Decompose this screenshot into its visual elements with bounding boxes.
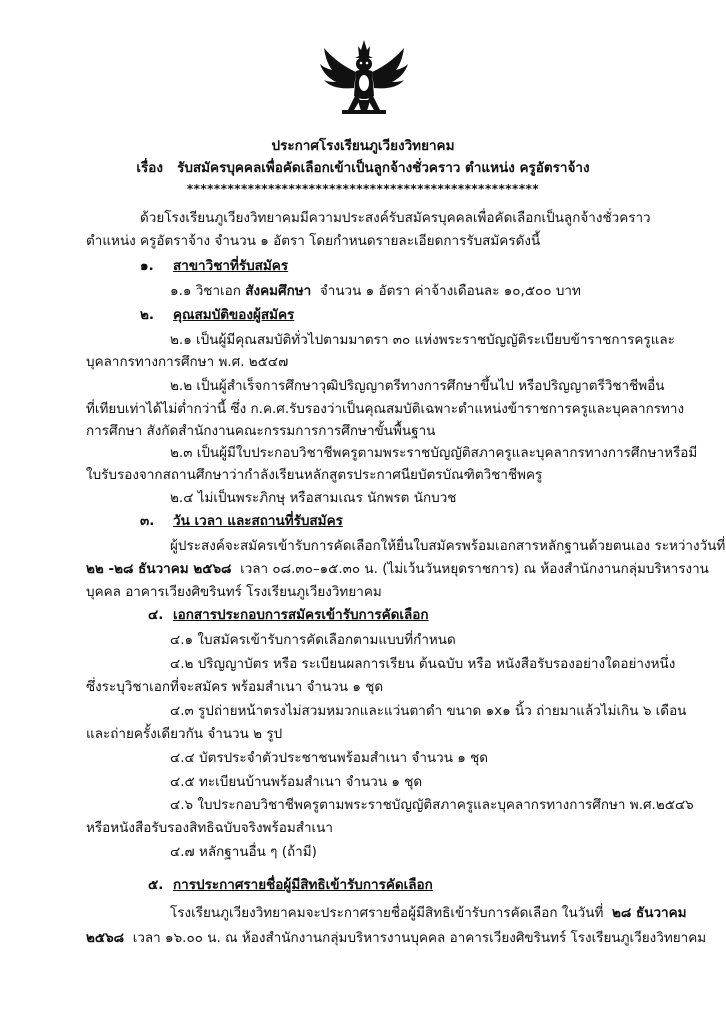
section-4-line-10: ๔.๗ หลักฐานอื่น ๆ (ถ้ามี)	[170, 844, 317, 860]
section-3-title: วัน เวลา และสถานที่รับสมัคร	[173, 513, 343, 529]
garuda-emblem-icon	[318, 38, 410, 130]
section-2-line-1: ๒.๑ เป็นผู้มีคุณสมบัติทั่วไปตามมาตรา ๓๐ แห่งพระราชบัญญัติระเบียบข้าราชการครูและ	[170, 332, 675, 348]
application-dates: ๒๒ -๒๘ ธันวาคม ๒๕๖๘	[86, 561, 232, 577]
separator: ****************************************************	[186, 182, 540, 196]
section-2-line-4: ที่เทียบเท่าได้ไม่ต่ำกว่านี้ ซึ่ง ก.ค.ศ.รับรองว่าเป็นคุณสมบัติเฉพาะตำแหน่งข้าราชการครูและบุคลากรทาง	[86, 401, 685, 417]
section-4-line-4: ๔.๓ รูปถ่ายหน้าตรงไม่สวมหมวกและแว่นตาดำ ขนาด ๑x๑ นิ้ว ถ่ายมาแล้วไม่เกิน ๖ เดือน	[170, 703, 687, 719]
section-1-number: ๑.	[140, 258, 154, 274]
section-4-line-9: หรือหนังสือรับรองสิทธิฉบับจริงพร้อมสำเนา	[86, 820, 333, 836]
section-2-line-5: การศึกษา สังกัดสำนักงานคณะกรรมการการศึกษาขั้นพื้นฐาน	[86, 423, 436, 439]
section-3-line-2	[86, 560, 709, 578]
section-1-title: สาขาวิชาที่รับสมัคร	[173, 258, 289, 274]
intro-line-2: ตำแหน่ง ครูอัตราจ้าง จำนวน ๑ อัตรา โดยกำหนดรายละเอียดการรับสมัครดังนี้	[86, 233, 541, 249]
section-4-number: ๔.	[148, 607, 164, 623]
announcement-year: ๒๕๖๘	[86, 930, 125, 946]
section-5-line-2	[86, 929, 706, 947]
major-subject: สังคมศึกษา	[245, 283, 312, 299]
major-details: จำนวน ๑ อัตรา ค่าจ้างเดือนละ ๑๐,๕๐๐ บาท	[319, 283, 581, 299]
announcement-time-place: เวลา ๑๖.๐๐ น. ณ ห้องสำนักงานกลุ่มบริหารงานบุคคล อาคารเวียงศิขรินทร์ โรงเรียนภูเวียงวิทยาคม	[132, 930, 707, 946]
application-time-place: เวลา ๐๘.๓๐–๑๕.๓๐ น. (ไม่เว้นวันหยุดราชการ) ณ ห้องสำนักงานกลุ่มบริหารงาน	[240, 561, 709, 577]
section-3-line-3: บุคคล อาคารเวียงศิขรินทร์ โรงเรียนภูเวียงวิทยาคม	[86, 584, 382, 600]
announcement-text: โรงเรียนภูเวียงวิทยาคมจะประกาศรายชื่อผู้มีสิทธิเข้ารับการคัดเลือก ในวันที่	[170, 905, 604, 921]
section-2-number: ๒.	[140, 307, 155, 323]
section-4-line-8: ๔.๖ ใบประกอบวิชาชีพครูตามพระราชบัญญัติสภาครูและบุคลากรทางการศึกษา พ.ศ.๒๕๔๖	[170, 797, 694, 813]
page-title: ประกาศโรงเรียนภูเวียงวิทยาคม	[271, 138, 455, 154]
announcement-date: ๒๘ ธันวาคม	[611, 905, 687, 921]
section-3-line-1: ผู้ประสงค์จะสมัครเข้ารับการคัดเลือกให้ยื่นใบสมัครพร้อมเอกสารหลักฐานด้วยตนเอง ระหว่างวันที่	[170, 538, 726, 554]
section-4-line-5: และถ่ายครั้งเดียวกัน จำนวน ๒ รูป	[86, 726, 283, 742]
subject-text: รับสมัครบุคคลเพื่อคัดเลือกเข้าเป็นลูกจ้างชั่วคราว ตำแหน่ง ครูอัตราจ้าง	[177, 160, 590, 176]
section-4-line-2: ๔.๒ ปริญญาบัตร หรือ ระเบียนผลการเรียน ต้นฉบับ หรือ หนังสือรับรองอย่างใดอย่างหนึ่ง	[170, 656, 676, 672]
section-2-title: คุณสมบัติของผู้สมัคร	[173, 307, 295, 323]
intro-line-1: ด้วยโรงเรียนภูเวียงวิทยาคมมีความประสงค์รับสมัครบุคคลเพื่อคัดเลือกเป็นลูกจ้างชั่วคราว	[140, 210, 651, 226]
subject-label: เรื่อง	[136, 160, 163, 176]
section-2-line-3: ๒.๒ เป็นผู้สำเร็จการศึกษาวุฒิปริญญาตรีทางการศึกษาขึ้นไป หรือปริญญาตรีวิชาชีพอื่น	[170, 378, 665, 394]
section-4-title: เอกสารประกอบการสมัครเข้ารับการคัดเลือก	[173, 607, 429, 623]
section-4-line-6: ๔.๔ บัตรประจำตัวประชาชนพร้อมสำเนา จำนวน ๑ ชุด	[170, 750, 489, 766]
section-2-line-7: ใบรับรองจากสถานศึกษาว่ากำลังเรียนหลักสูตรประกาศนียบัตรบัณฑิตวิชาชีพครู	[86, 467, 543, 483]
section-2-line-8: ๒.๔ ไม่เป็นพระภิกษุ หรือสามเณร นักพรต นักบวช	[170, 490, 457, 506]
subject-line	[0, 159, 726, 177]
section-4-line-7: ๔.๕ ทะเบียนบ้านพร้อมสำเนา จำนวน ๑ ชุด	[170, 774, 423, 790]
major-label: ๑.๑ วิชาเอก	[170, 283, 241, 299]
section-2-line-2: บุคลากรทางการศึกษา พ.ศ. ๒๕๔๗	[86, 354, 289, 370]
section-5-title: การประกาศรายชื่อผู้มีสิทธิเข้ารับการคัดเลือก	[173, 877, 433, 893]
section-5-line-1	[170, 904, 687, 922]
section-4-line-3: ซึ่งระบุวิชาเอกที่จะสมัคร พร้อมสำเนา จำนวน ๑ ชุด	[86, 679, 384, 695]
section-3-number: ๓.	[140, 513, 155, 529]
section-4-line-1: ๔.๑ ใบสมัครเข้ารับการคัดเลือกตามแบบที่กำหนด	[170, 632, 456, 648]
section-5-number: ๕.	[148, 877, 164, 893]
section-1-item	[170, 282, 581, 300]
section-2-line-6: ๒.๓ เป็นผู้มีใบประกอบวิชาชีพครูตามพระราชบัญญัติสภาครูและบุคลากรทางการศึกษาหรือมี	[170, 445, 698, 461]
